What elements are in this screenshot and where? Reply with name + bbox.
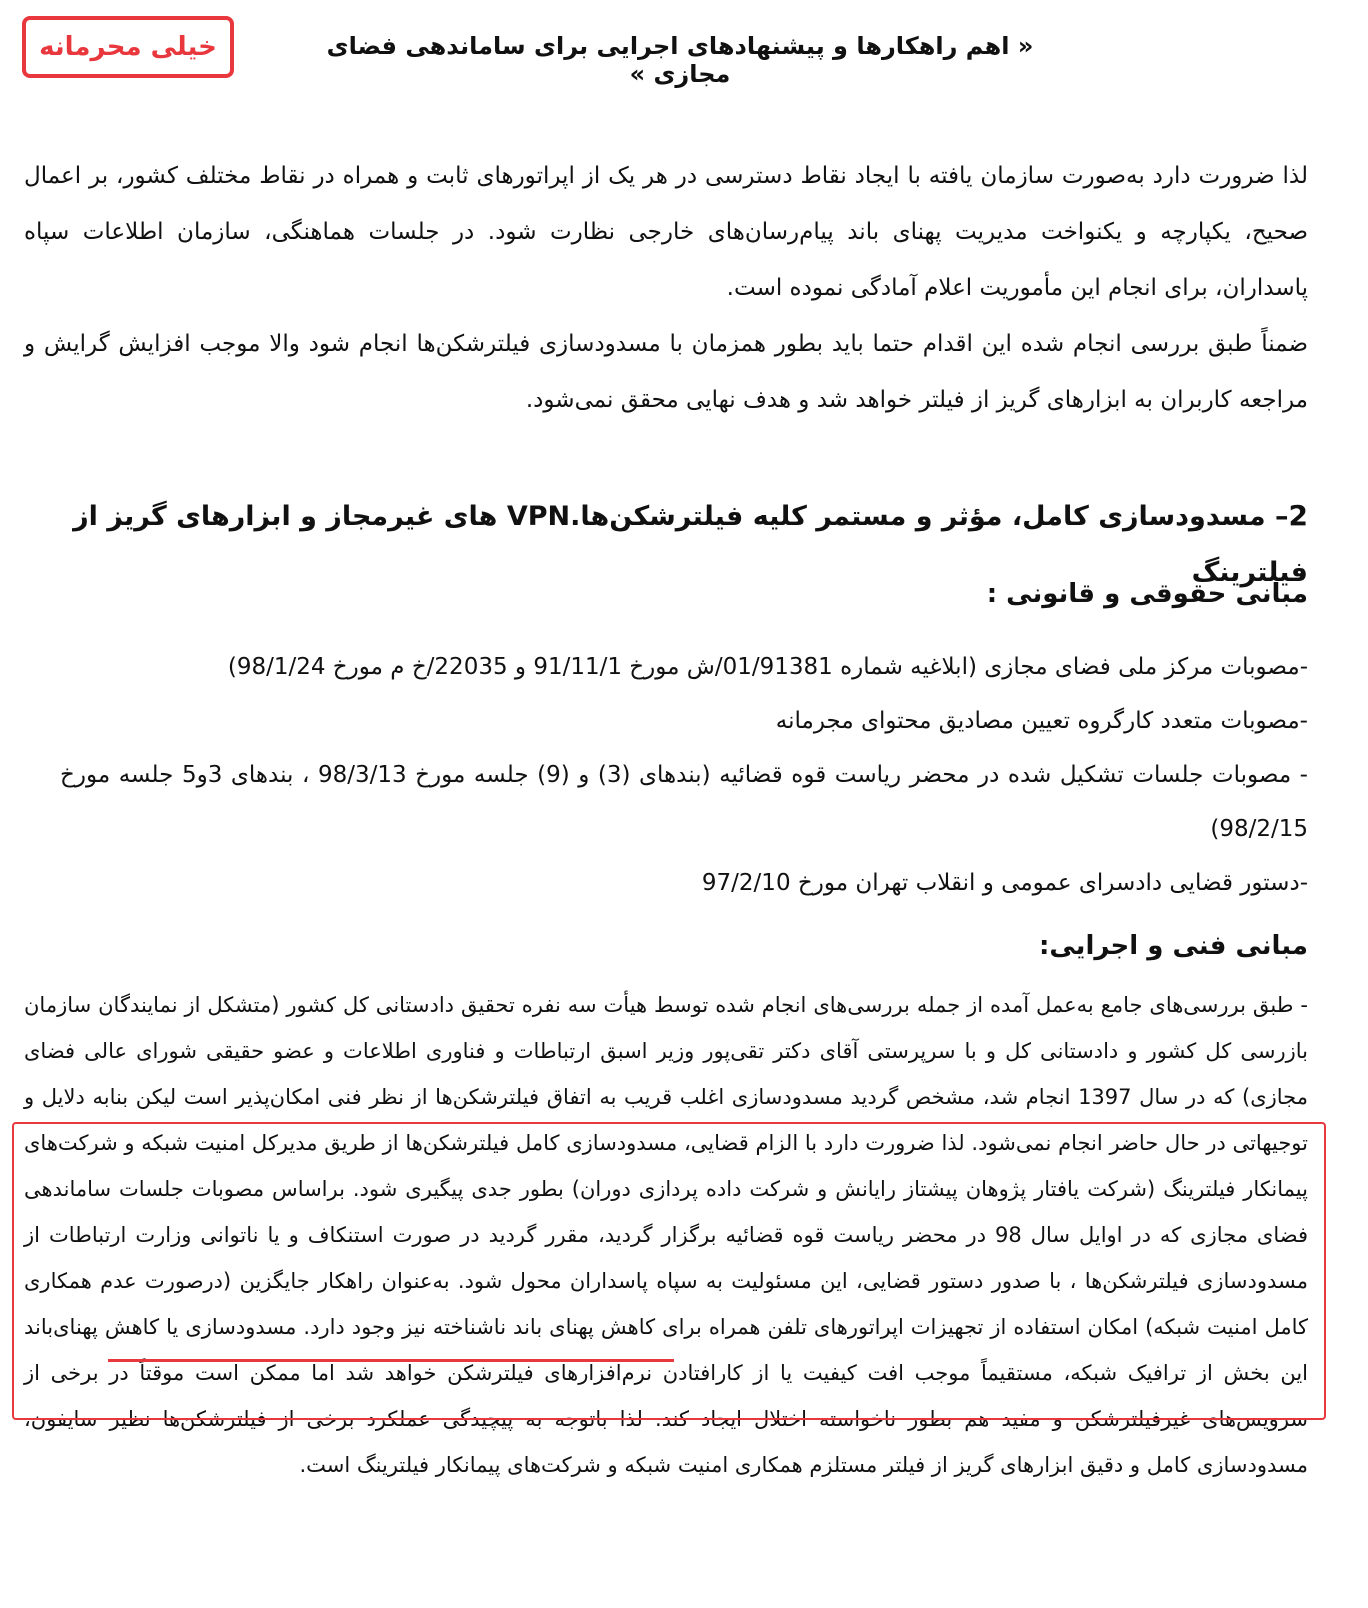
technical-basis-section xyxy=(24,982,1308,1488)
section-title: مسدودسازی کامل، مؤثر و مستمر کلیه فیلترشکن‌ها.VPN های غیرمجاز و ابزارهای گریز از فیلترینگ xyxy=(73,501,1308,588)
technical-paragraph: - طبق بررسی‌های جامع به‌عمل آمده از جمله بررسی‌های انجام شده توسط هیأت سه نفره تحقیق دادستانی کل کشور (متشکل از نمایندگان سازمان بازرسی کل کشور و دادستانی کل و با سرپرستی آقای دکتر تقی‌پور وزیر اسبق ارتباطات و فناوری اطلاعات و عضو حقیقی شورای عالی فضای مجازی) که در سال 1397 انجام شد، مشخص گردید مسدودسازی اغلب قریب به اتفاق فیلترشکن‌ها از نظر فنی امکان‌پذیر است لیکن بنابه دلایل و توجیهاتی در حال حاضر انجام نمی‌شود. لذا ضرورت دارد با الزام قضایی، مسدودسازی کامل فیلترشکن‌ها از طریق مدیرکل امنیت شبکه و شرکت‌های پیمانکار فیلترینگ (شرکت یافتار پژوهان پیشتاز رایانش و شرکت داده پردازی دوران) بطور جدی پیگیری شود. براساس مصوبات جلسات ساماندهی فضای مجازی که در اوایل سال 98 در محضر ریاست قوه قضائیه برگزار گردید، مقرر گردید در صورت استنکاف و یا ناتوانی وزارت ارتباطات از مسدودسازی فیلترشکن‌ها ، با صدور دستور قضایی، این مسئولیت به سپاه پاسداران محول شود. به‌عنوان راهکار جایگزین (درصورت عدم همکاری کامل امنیت شبکه) امکان استفاده از تجهیزات اپراتورهای تلفن همراه برای کاهش پهنای باند ناشناخته نیز وجود دارد. مسدودسازی یا کاهش پهنای‌باند این بخش از ترافیک شبکه، مستقیماً موجب افت کیفیت یا از کارافتادن نرم‌افزارهای فیلترشکن خواهد شد اما ممکن است موقتاً در برخی از سرویس‌های غیرفیلترشکن و مفید هم بطور ناخواسته اختلال ایجاد کند. لذا باتوجه به پیچیدگی عملکرد برخی از فیلترشکن‌ها نظیر سایفون، مسدودسازی کامل و دقیق ابزارهای گریز از فیلتر مستلزم همکاری امنیت شبکه و شرکت‌های پیمانکار فیلترینگ است. xyxy=(24,993,1308,1477)
page-title: « اهم راهکارها و پیشنهادهای اجرایی برای ساماندهی فضای مجازی » xyxy=(326,32,1034,88)
technical-basis-heading: مبانی فنی و اجرایی: xyxy=(1038,931,1308,961)
legal-basis-heading: مبانی حقوقی و قانونی : xyxy=(986,579,1308,609)
section-number: 2 xyxy=(1288,499,1308,532)
legal-item-1: -مصوبات مرکز ملی فضای مجازی (ابلاغیه شماره 01/91381/ش مورخ 91/11/1 و 22035/خ م مورخ 98/1/24) xyxy=(227,654,1308,680)
legal-basis-list xyxy=(60,640,1308,910)
intro-paragraph-1: لذا ضرورت دارد به‌صورت سازمان یافته با ایجاد نقاط دسترسی در هر یک از اپراتورهای ثابت و همراه در نقاط مختلف کشور، بر اعمال صحیح، یکپارچه و یکنواخت مدیریت پهنای باند پیام‌رسان‌های خارجی نظارت شود. در جلسات هماهنگی، سازمان اطلاعات سپاه پاسداران، برای انجام این مأموریت اعلام آمادگی نموده است. xyxy=(24,163,1308,301)
confidential-stamp: خیلی محرمانه xyxy=(22,16,234,78)
legal-item-4: -دستور قضایی دادسرای عمومی و انقلاب تهران مورخ 97/2/10 xyxy=(701,870,1308,896)
intro-section xyxy=(24,148,1308,428)
legal-item-2: -مصوبات متعدد کارگروه تعیین مصادیق محتوای مجرمانه xyxy=(775,708,1308,734)
section-dash: – xyxy=(1265,501,1289,532)
intro-paragraph-2: ضمناً طبق بررسی انجام شده این اقدام حتما باید بطور همزمان با مسدودسازی فیلترشکن‌ها انجام شود والا موجب افزایش گرایش و مراجعه کاربران به ابزارهای گریز از فیلتر خواهد شد و هدف نهایی محقق نمی‌شود. xyxy=(24,331,1308,413)
legal-item-3: - مصوبات جلسات تشکیل شده در محضر ریاست قوه قضائیه (بندهای (3) و (9) جلسه مورخ 98/3/13 ، بندهای 3و5 جلسه مورخ 98/2/15) xyxy=(60,762,1308,842)
